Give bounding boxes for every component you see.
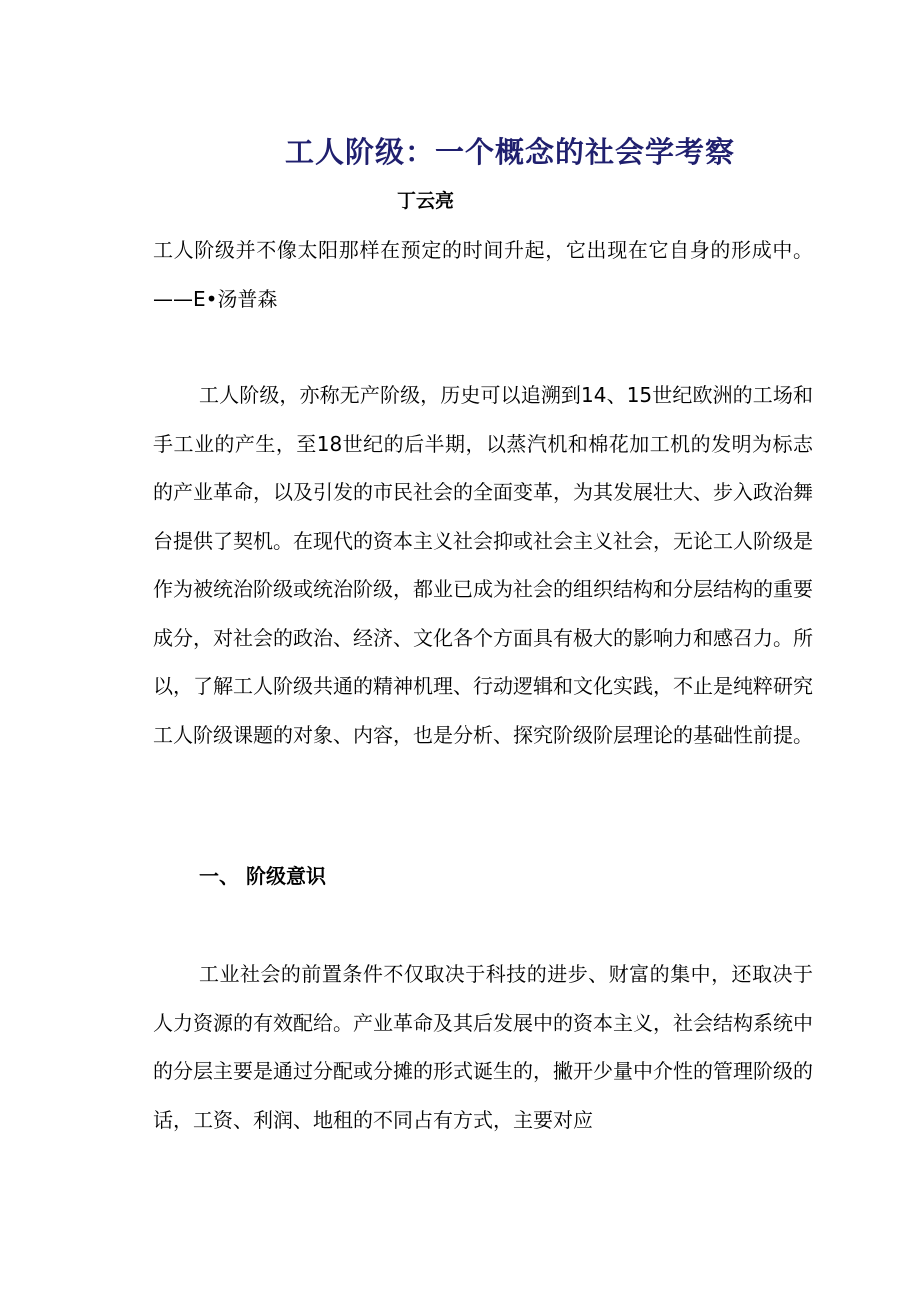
- section-heading-class-consciousness: 一、 阶级意识: [199, 864, 326, 888]
- paragraph-intro: 工人阶级，亦称无产阶级，历史可以追溯到14、15世纪欧洲的工场和手工业的产生，至18世纪的后半期，以蒸汽机和棉花加工机的发明为标志的产业革命，以及引发的市民社会的全面变革，为其发展壮大、步入政治舞台提供了契机。在现代的资本主义社会抑或社会主义社会，无论工人阶级是作为被统治阶级或统治阶级，都业已成为社会的组织结构和分层结构的重要成分，对社会的政治、经济、文化各个方面具有极大的影响力和感召力。所以，了解工人阶级共通的精神机理、行动逻辑和文化实践，不止是纯粹研究工人阶级课题的对象、内容，也是分析、探究阶级阶层理论的基础性前提。: [153, 383, 813, 747]
- epigraph: 工人阶级并不像太阳那样在预定的时间升起，它出现在它自身的形成中。——E•汤普森: [153, 238, 813, 311]
- paragraph-section-1: 工业社会的前置条件不仅取决于科技的进步、财富的集中，还取决于人力资源的有效配给。产业革命及其后发展中的资本主义，社会结构系统中的分层主要是通过分配或分摊的形式诞生的，撇开少量中介性的管理阶级的话，工资、利润、地租的不同占有方式，主要对应: [153, 962, 813, 1132]
- document-title: 工人阶级：一个概念的社会学考察: [285, 135, 736, 169]
- document-author: 丁云亮: [397, 190, 455, 212]
